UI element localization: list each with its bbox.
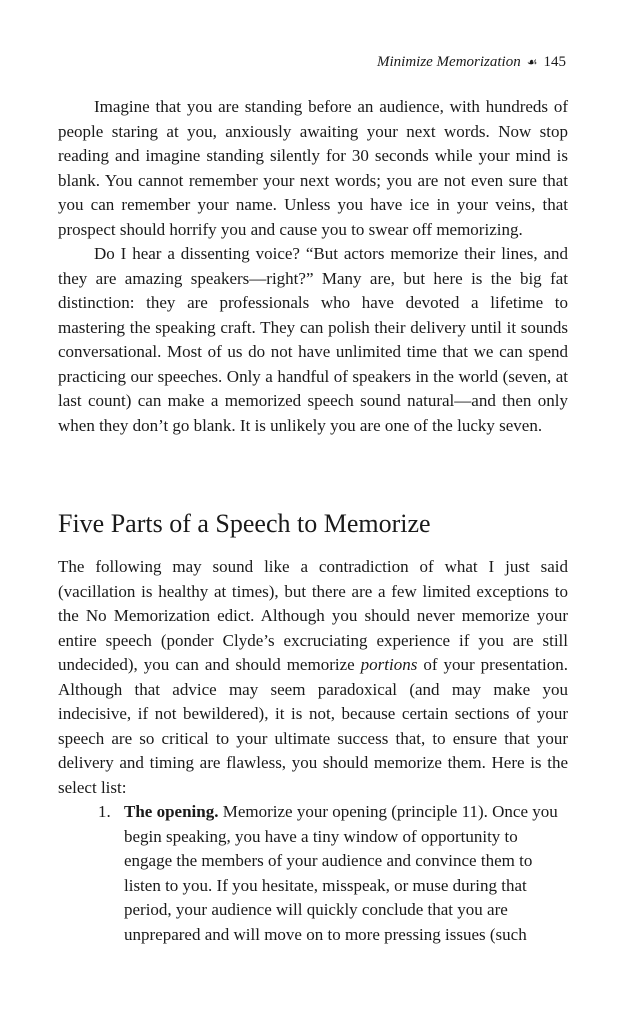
intro-paragraph-2: Do I hear a dissenting voice? “But actors memorize their lines, and they are amazing speakers—right?” Many are, but here is the big fat distinction: they are professionals who have devoted a lifetime to mastering the speaking craft. They can polish their delivery until it sounds conversational. Most of us do not have unlimited time that we can spend practicing our speeches. Only a handful of speakers in the world (seven, at last count) can make a memorized speech sound natural—and then only when they don’t go blank. It is unlikely you are one of the lucky seven. [58, 244, 568, 435]
list-item-number: 1. [98, 802, 111, 821]
section-text [58, 555, 568, 800]
list-item-text: Memorize your opening (principle 11). Once you begin speaking, you have a tiny window of opportunity to engage the members of your audience and convince them to listen to you. If you hesitate, misspeak, or muse during that period, your audience will quickly conclude that you are unprepared and will move on to more pressing issues (such [124, 802, 558, 944]
section-paragraph [58, 555, 568, 800]
intro-paragraph-1: Imagine that you are standing before an audience, with hundreds of people staring at you, anxiously awaiting your next words. Now stop reading and imagine standing silently for 30 seconds while your mind is blank. You cannot remember your next words; you are not even sure that you can remember your name. Unless you have ice in your veins, that prospect should horrify you and cause you to swear off memorizing. [58, 97, 568, 239]
memorize-list [98, 800, 558, 947]
fleuron-ornament-icon: ☙ [526, 55, 538, 69]
section-paragraph-end: of your presentation. Although that advice may seem paradoxical (and may make you indecisive, if not bewildered), it is not, because certain sections of your speech are so critical to your ultimate success that, to ensure that your delivery and timing are flawless, you should memorize them. Here is the select list: [58, 655, 568, 797]
running-title: Minimize Memorization [376, 54, 521, 70]
list-item [98, 800, 558, 947]
section-heading: Five Parts of a Speech to Memorize [58, 509, 431, 538]
emphasis-portions: portions [360, 655, 418, 674]
page-number: 145 [543, 54, 566, 70]
intro-text [58, 95, 568, 438]
list-item-title: The opening. [124, 802, 219, 821]
section-paragraph-start: The following may sound like a contradiction of what I just said (vacillation is healthy at times), but there are a few limited exceptions to the No Memorization edict. Although you should never memorize your entire speech (ponder Clyde’s excruciating experience if you are still undecided), you can and should memorize [58, 557, 568, 674]
running-header [377, 54, 566, 71]
